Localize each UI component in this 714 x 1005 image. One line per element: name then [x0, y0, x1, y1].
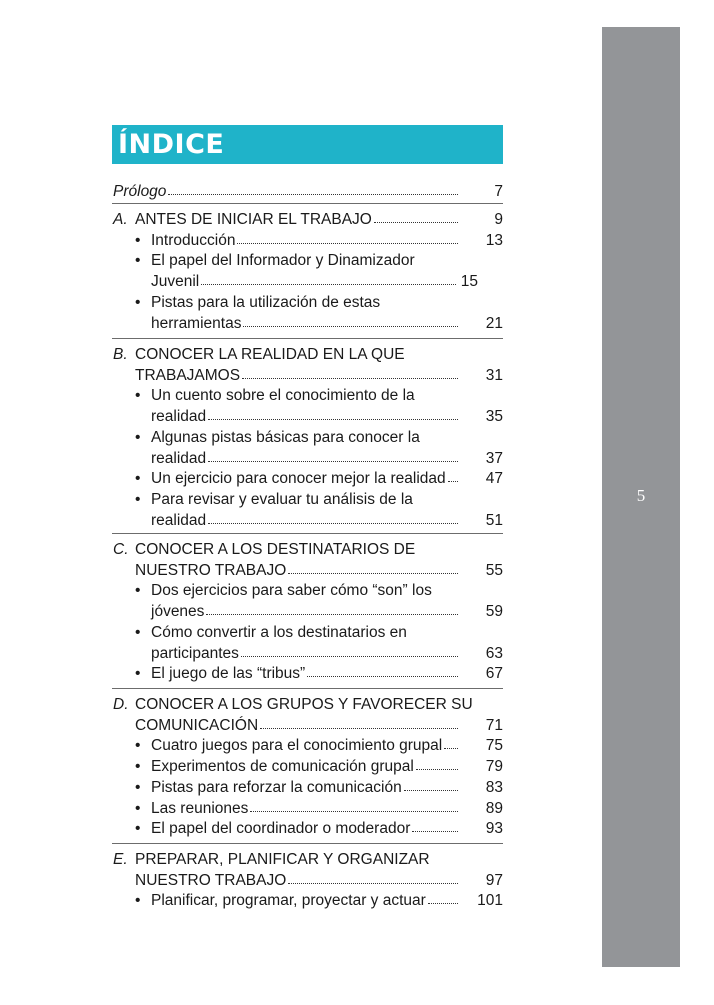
toc-item-line-text: Experimentos de comunicación grupal: [151, 758, 414, 776]
bullet-icon: •: [135, 665, 141, 683]
toc-item-line: [151, 778, 460, 798]
section-page-number: 55: [485, 561, 503, 579]
bullet-icon: •: [135, 252, 141, 270]
section-title-line-text: ANTES DE INICIAR EL TRABAJO: [135, 211, 372, 228]
toc-item-line-text: El papel del coordinador o moderador: [151, 820, 411, 838]
item-page-number: 83: [485, 778, 503, 796]
item-page-number: 35: [485, 408, 503, 426]
toc-item-line: [151, 799, 460, 819]
prologue-entry-text: Prólogo: [113, 183, 167, 200]
bullet-icon: •: [135, 490, 141, 508]
item-page-number: 79: [485, 758, 503, 776]
dot-leader: [206, 611, 458, 615]
dot-leader: [168, 191, 458, 195]
bullet-icon: •: [135, 387, 141, 405]
toc-item-line: [151, 644, 460, 664]
item-page-number: 89: [485, 799, 503, 817]
dot-leader: [412, 828, 458, 832]
bullet-icon: •: [135, 737, 141, 755]
section-title-line-text: COMUNICACIÓN: [135, 716, 259, 734]
section-title-line: [135, 210, 460, 230]
section-title-line: CONOCER A LOS GRUPOS Y FAVORECER SU: [135, 696, 473, 713]
section-page-number: 71: [485, 716, 503, 734]
bullet-icon: •: [135, 293, 141, 311]
section-letter: E.: [113, 851, 128, 868]
prologue-page-number: 7: [494, 183, 503, 200]
toc-item-line: [151, 469, 460, 489]
bullet-icon: •: [135, 799, 141, 817]
prologue-entry: [113, 182, 460, 202]
section-title-line: [135, 366, 460, 386]
item-page-number: 101: [477, 892, 503, 910]
toc-item-line-text: herramientas: [151, 314, 242, 332]
toc-item-line: Para revisar y evaluar tu análisis de la: [151, 490, 413, 508]
toc-item-line-text: Las reuniones: [151, 799, 249, 817]
index-title: ÍNDICE: [118, 129, 225, 160]
section-page-number: 31: [485, 366, 503, 384]
item-page-number: 63: [485, 644, 503, 662]
section-title-line: CONOCER A LOS DESTINATARIOS DE: [135, 541, 416, 558]
dot-leader: [243, 323, 458, 327]
toc-item-line-text: realidad: [151, 408, 207, 426]
toc-item-line: [151, 272, 458, 292]
bullet-icon: •: [135, 470, 141, 488]
dot-leader: [288, 880, 458, 884]
item-page-number: 13: [485, 231, 503, 249]
section-divider: [112, 843, 503, 844]
toc-item-line: [151, 449, 460, 469]
bullet-icon: •: [135, 758, 141, 776]
bullet-icon: •: [135, 820, 141, 838]
section-letter: D.: [113, 696, 129, 713]
toc-item-line: Dos ejercicios para saber cómo “son” los: [151, 582, 432, 600]
bullet-icon: •: [135, 231, 141, 249]
item-page-number: 93: [485, 820, 503, 838]
section-title-line: PREPARAR, PLANIFICAR Y ORGANIZAR: [135, 851, 430, 868]
toc-item-line-text: Un ejercicio para conocer mejor la realidad: [151, 470, 446, 488]
dot-leader: [288, 570, 458, 574]
toc-item-line-text: El juego de las “tribus”: [151, 665, 306, 683]
dot-leader: [237, 240, 458, 244]
section-page-number: 97: [485, 871, 503, 889]
bullet-icon: •: [135, 892, 141, 910]
toc-item-line: [151, 511, 460, 531]
toc-item-line: [151, 602, 460, 622]
bullet-icon: •: [135, 428, 141, 446]
section-title-line: [135, 561, 460, 581]
section-page-number: 9: [494, 211, 503, 228]
toc-item-line-text: realidad: [151, 511, 207, 529]
section-title-line: [135, 871, 460, 891]
toc-item-line-text: Introducción: [151, 231, 236, 249]
section-letter: C.: [113, 541, 129, 558]
bullet-icon: •: [135, 778, 141, 796]
toc-item-line: [151, 819, 460, 839]
toc-item-line-text: Juvenil: [151, 273, 200, 291]
toc-item-line: Algunas pistas básicas para conocer la: [151, 428, 420, 446]
dot-leader: [242, 375, 458, 379]
toc-item-line: [151, 231, 460, 251]
toc-item-line: El papel del Informador y Dinamizador: [151, 252, 415, 270]
toc-item-line-text: jóvenes: [151, 603, 205, 621]
page-number: 5: [636, 486, 646, 505]
dot-leader: [208, 458, 458, 462]
toc-item-line: Cómo convertir a los destinatarios en: [151, 623, 407, 641]
section-title-line-text: NUESTRO TRABAJO: [135, 871, 287, 889]
item-page-number: 15: [460, 273, 478, 291]
section-title-line-text: TRABAJAMOS: [135, 366, 241, 384]
toc-item-line: Pistas para la utilización de estas: [151, 293, 381, 311]
section-title-line: [135, 716, 460, 736]
dot-leader: [416, 766, 458, 770]
toc-item-line-text: Planificar, programar, proyectar y actuar: [151, 892, 426, 910]
dot-leader: [241, 653, 458, 657]
toc-item-line-text: Pistas para reforzar la comunicación: [151, 778, 402, 796]
section-divider: [112, 688, 503, 689]
toc-item-line-text: realidad: [151, 449, 207, 467]
item-page-number: 59: [485, 603, 503, 621]
item-page-number: 67: [485, 665, 503, 683]
section-letter: A.: [113, 211, 128, 228]
dot-leader: [208, 520, 458, 524]
toc-item-line: [151, 664, 460, 684]
section-divider: [112, 533, 503, 534]
dot-leader: [250, 808, 458, 812]
dot-leader: [307, 673, 458, 677]
toc-item-line: [151, 736, 460, 756]
section-divider: [112, 203, 503, 204]
toc-item-line: [151, 891, 460, 911]
dot-leader: [208, 416, 458, 420]
section-divider: [112, 338, 503, 339]
dot-leader: [201, 281, 456, 285]
toc-item-line-text: participantes: [151, 644, 239, 662]
section-title-line: CONOCER LA REALIDAD EN LA QUE: [135, 346, 405, 363]
bullet-icon: •: [135, 623, 141, 641]
item-page-number: 47: [485, 470, 503, 488]
item-page-number: 21: [485, 314, 503, 332]
section-letter: B.: [113, 346, 128, 363]
toc-item-line: [151, 314, 460, 334]
dot-leader: [260, 725, 458, 729]
index-title-bar: [112, 125, 503, 164]
dot-leader: [374, 219, 458, 223]
toc-item-line: Un cuento sobre el conocimiento de la: [151, 387, 415, 405]
bullet-icon: •: [135, 582, 141, 600]
toc-item-line: [151, 757, 460, 777]
section-title-line-text: NUESTRO TRABAJO: [135, 561, 287, 579]
item-page-number: 37: [485, 449, 503, 467]
item-page-number: 51: [485, 511, 503, 529]
dot-leader: [404, 787, 458, 791]
toc-item-line-text: Cuatro juegos para el conocimiento grupal: [151, 737, 443, 755]
item-page-number: 75: [485, 737, 503, 755]
toc-item-line: [151, 407, 460, 427]
